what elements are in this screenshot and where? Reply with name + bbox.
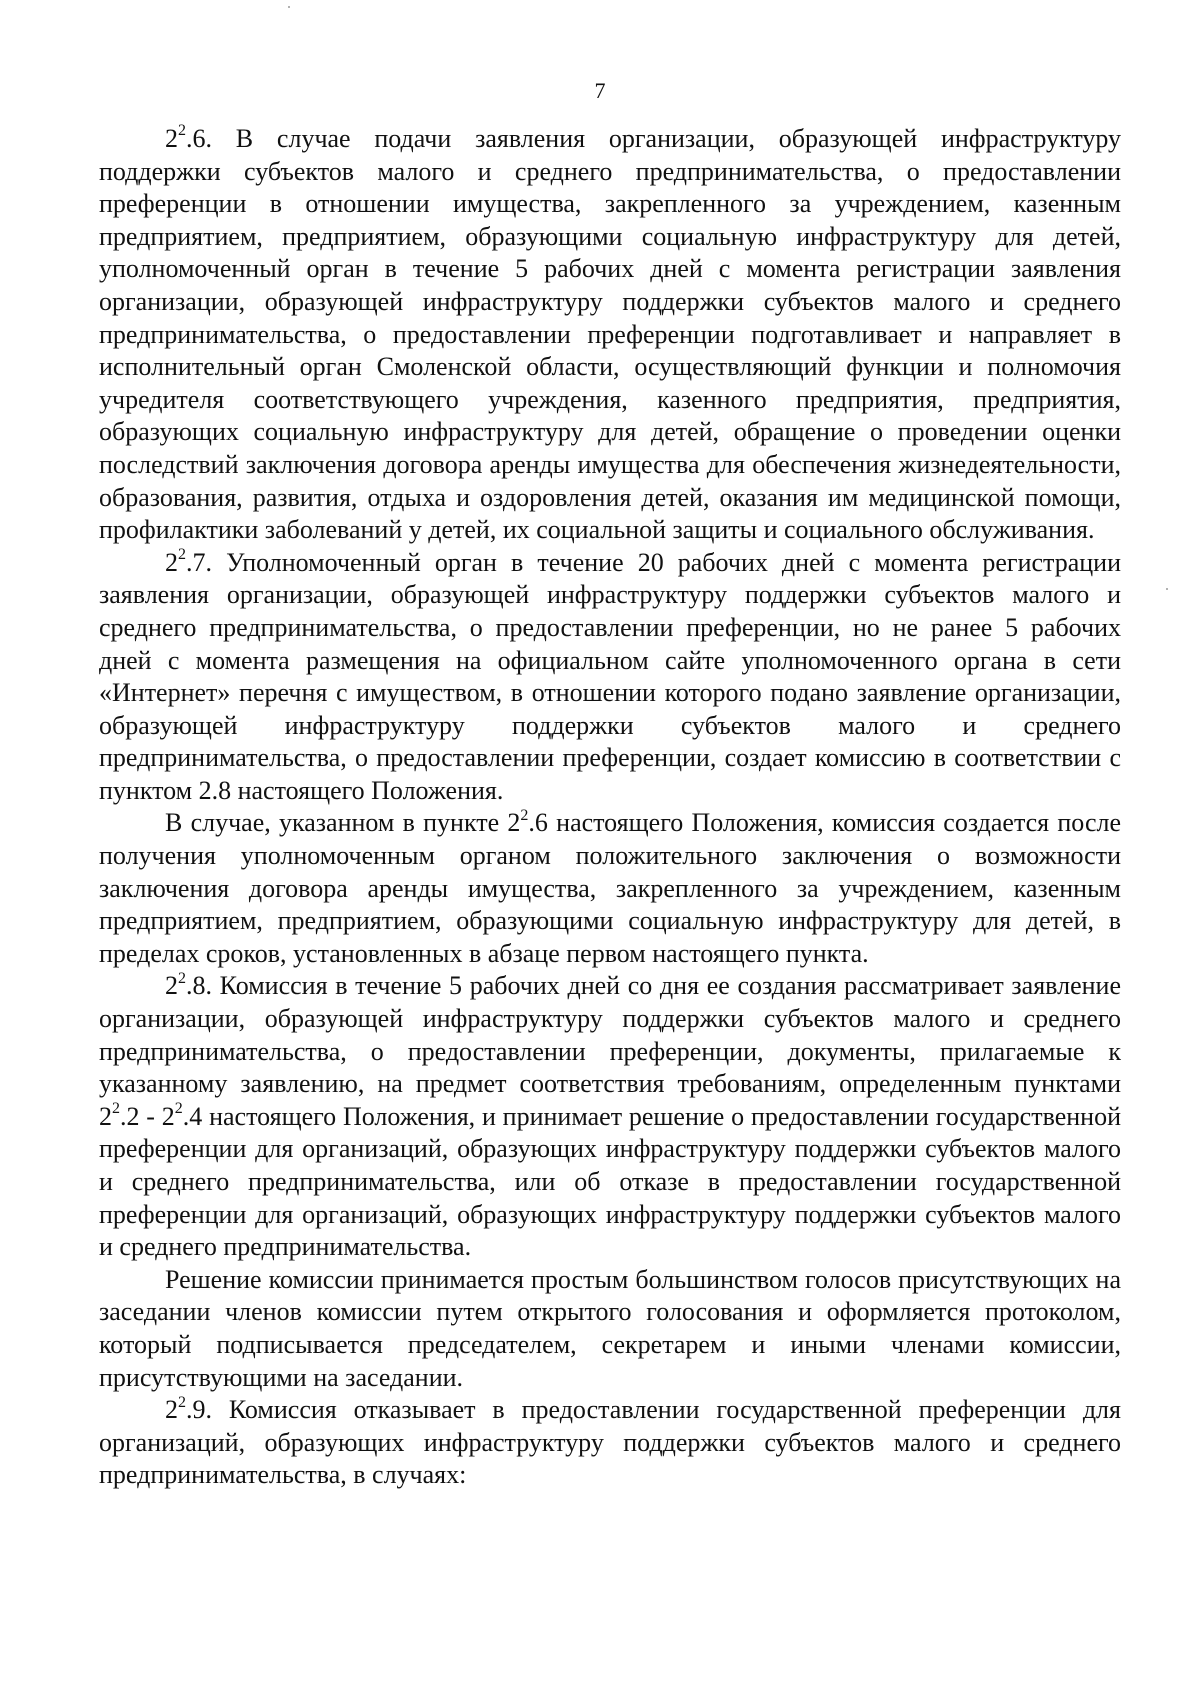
paragraph-text: .2 - 2 [120,1101,175,1131]
paragraph-2-2-8 [99,970,1121,1263]
superscript: 2 [178,122,186,140]
document-body [99,123,1121,1492]
superscript: 2 [520,806,529,824]
paragraph-text: .9. Комиссия отказывает в предоставлении государственной преференции для организаций, образующих инфраструктуру поддержки субъектов малого и среднего предпринимательства, в случаях: [99,1395,1121,1490]
clause-number: 2 [165,124,178,153]
page-number: 7 [594,78,606,103]
superscript: 2 [174,1100,183,1118]
clause-number: 2 [165,1395,178,1425]
scan-speck [288,6,290,8]
clause-number: 2 [165,547,178,577]
paragraph-text: Решение комиссии принимается простым большинством голосов присутствующих на заседании членов комиссии путем открытого голосования и оформляется протоколом, который подписывается председателем, секретарем и иными членами комиссии, присутствующими на заседании. [99,1264,1121,1392]
paragraph-text: .7. Уполномоченный орган в течение 20 рабочих дней с момента регистрации заявления организации, образующей инфраструктуру поддержки субъектов малого и среднего предпринимательства, о предоставлении преференции, но не ранее 5 рабочих дней с момента размещения на официальном сайте уполномоченного органа в сети «Интернет» перечня с имуществом, в отношении которого подано заявление организации, образующей инфраструктуру поддержки субъектов малого и среднего предпринимательства, о предоставлении преференции, создает комиссию в соответствии с пунктом 2.8 настоящего Положения. [99,547,1121,805]
paragraph-2-2-7 [99,547,1121,808]
paragraph-2-2-9 [99,1394,1121,1492]
superscript: 2 [178,969,186,987]
superscript: 2 [178,1393,186,1411]
paragraph-text: .8. Комиссия в течение 5 рабочих дней со дня ее создания рассматривает заявление организации, образующей инфраструктуру поддержки субъектов малого и среднего предпринимательства, о предоставлении преференции, документы, прилагаемые к указанному заявлению, на предмет соответствия требованиям, определенным пунктами 2 [99,971,1121,1131]
paragraph-text: .6 настоящего Положения, комиссия создается после получения уполномоченным органом положительного заключения о возможности заключения договора аренды имущества, закрепленного за учреждением, казенным предприятием, предприятием, образующими социальную инфраструктуру для детей, в пределах сроков, установленных в абзаце первом настоящего пункта. [99,808,1121,968]
clause-number: 2 [165,971,178,1001]
superscript: 2 [178,546,186,564]
scan-speck [1166,588,1168,590]
paragraph-text: .4 настоящего Положения, и принимает решение о предоставлении государственной преференции для организаций, образующих инфраструктуру поддержки субъектов малого и среднего предпринимательства, или об отказе в предоставлении государственной преференции для организаций, образующих инфраструктуру поддержки субъектов малого и среднего предпринимательства. [99,1101,1121,1262]
paragraph-text: В случае, указанном в пункте 2 [165,808,521,838]
paragraph-2-2-8-second [99,1264,1121,1394]
paragraph-2-2-6 [99,123,1121,547]
paragraph-2-2-7-second [99,807,1121,970]
paragraph-text: .6. В случае подачи заявления организации, образующей инфраструктуру поддержки субъектов малого и среднего предпринимательства, о предоставлении преференции в отношении имущества, закрепленного за учреждением, казенным предприятием, предприятием, образующими социальную инфраструктуру для детей, уполномоченный орган в течение 5 рабочих дней с момента регистрации заявления организации, образующей инфраструктуру поддержки субъектов малого и среднего предпринимательства, о предоставлении преференции подготавливает и направляет в исполнительный орган Смоленской области, осуществляющий функции и полномочия учредителя соответствующего учреждения, казенного предприятия, предприятия, образующих социальную инфраструктуру для детей, обращение о проведении оценки последствий заключения договора аренды имущества для обеспечения жизнедеятельности, образования, развития, отдыха и оздоровления детей, оказания им медицинской помощи, профилактики заболеваний у детей, их социальной защиты и социального обслуживания. [99,124,1121,545]
superscript: 2 [112,1100,120,1118]
